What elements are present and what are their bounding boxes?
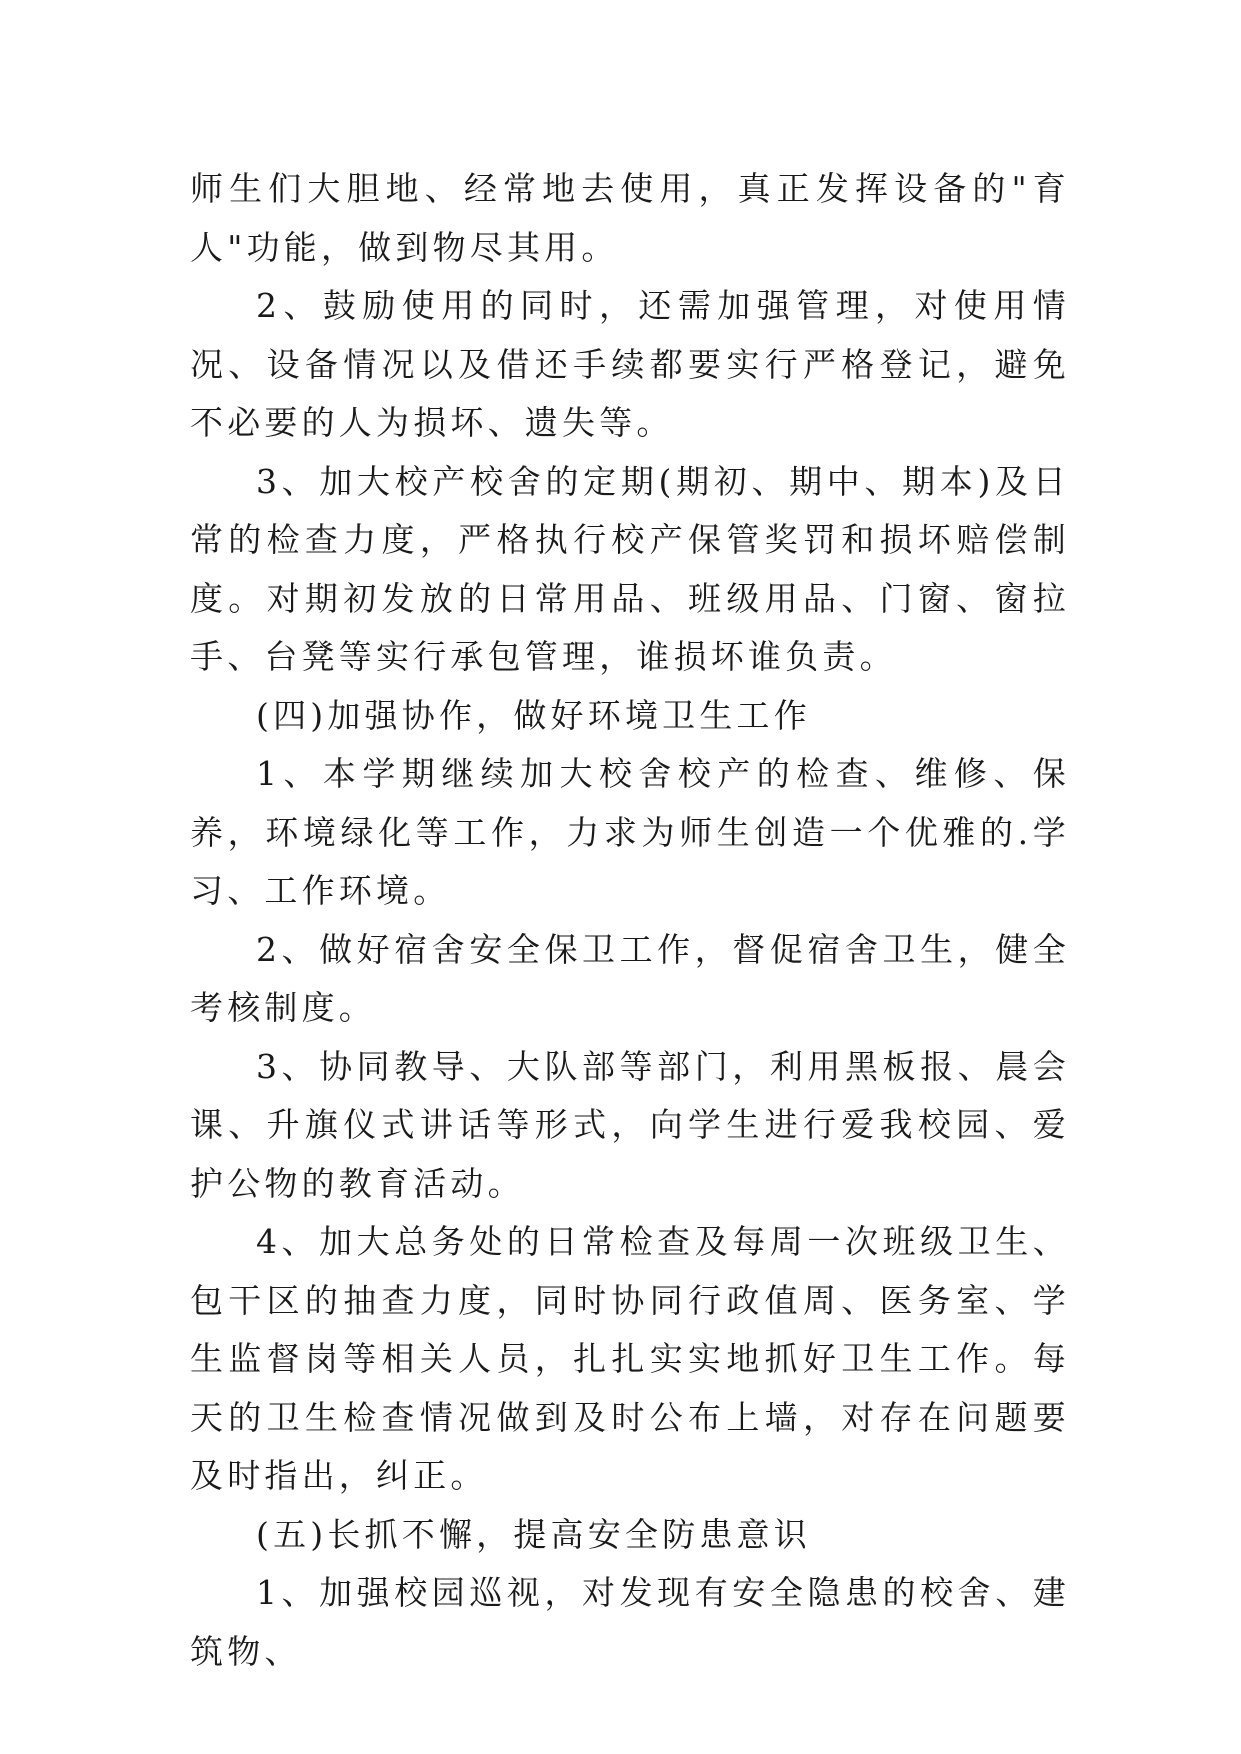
section-heading-four: (四)加强协作，做好环境卫生工作 [256,695,811,735]
paragraph-continuation: 师生们大胆地、经常地去使用，真正发挥设备的"育人"功能，做到物尽其用。 [190,169,1070,267]
paragraph-item-1-patrol: 1、加强校园巡视，对发现有安全隐患的校舍、建筑物、 [190,1573,1070,1671]
paragraph-item-4-hygiene-check: 4、加大总务处的日常检查及每周一次班级卫生、包干区的抽查力度，同时协同行政值周、医务室、学生监督岗等相关人员，扎扎实实地抓好卫生工作。每天的卫生检查情况做到及时公布上墙，对存在问题要及时指出，纠正。 [190,1222,1070,1495]
paragraph-item-3-inspection: 3、加大校产校舍的定期(期初、期中、期本)及日常的检查力度，严格执行校产保管奖罚和损坏赔偿制度。对期初发放的日常用品、班级用品、门窗、窗拉手、台凳等实行承包管理，谁损坏谁负责。 [190,461,1070,676]
paragraph-item-2-usage-management: 2、鼓励使用的同时，还需加强管理，对使用情况、设备情况以及借还手续都要实行严格登记，避免不必要的人为损坏、遗失等。 [190,286,1070,442]
section-heading-five: (五)长抓不懈，提高安全防患意识 [256,1514,811,1554]
document-body [190,160,1070,1681]
paragraph-item-3-education: 3、协同教导、大队部等部门，利用黑板报、晨会课、升旗仪式讲话等形式，向学生进行爱我校园、爱护公物的教育活动。 [190,1046,1070,1203]
paragraph-item-2-dormitory: 2、做好宿舍安全保卫工作，督促宿舍卫生，健全考核制度。 [190,929,1070,1027]
paragraph-item-1-maintenance: 1、本学期继续加大校舍校产的检查、维修、保养，环境绿化等工作，力求为师生创造一个优雅的.学习、工作环境。 [190,754,1070,910]
